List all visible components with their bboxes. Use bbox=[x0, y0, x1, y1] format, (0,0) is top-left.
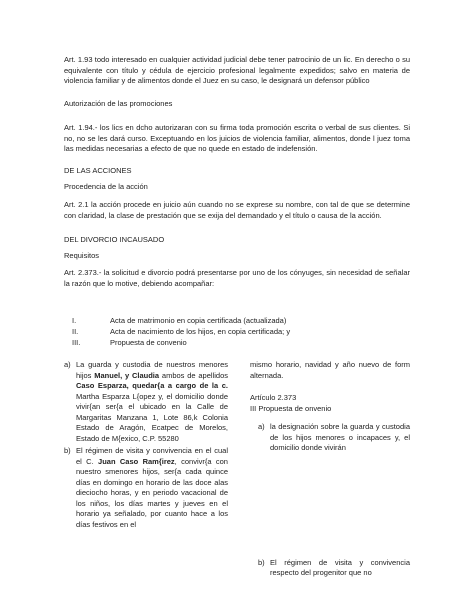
clause-b-visits bbox=[64, 446, 228, 530]
list-item-text: Acta de matrimonio en copia certificada (actualizada) bbox=[110, 316, 287, 325]
clause-marker: b) bbox=[64, 446, 71, 455]
paragraph-art-2-1: Art. 2.1 la acción procede en juicio aún cuando no se exprese su nombre, con tal de que se determine con claridad, la clase de prestación que se exija del demandado y el título o causa de la acción. bbox=[64, 200, 410, 220]
children-names: Manuel, y Claudia bbox=[94, 370, 160, 380]
clause-text-part: ambos de apellidos bbox=[159, 370, 228, 380]
paragraph-art-1-94: Art. 1.94.- los lics en dcho autorizaran con su firma toda promoción escrita o verbal de sus clientes. Si no, no se les dará curso. Exceptuando en los juicios de violencia familiar, alimentos, donde l juez toma las medidas necesarias a efecto de que no quede en estado de indefensión. bbox=[64, 123, 410, 153]
clause-marker: b) bbox=[258, 557, 265, 567]
requirements-list bbox=[72, 316, 402, 349]
clause-b-regimen bbox=[250, 558, 410, 579]
heading-procedencia-accion: Procedencia de la acción bbox=[64, 182, 148, 191]
propuesta-heading: III Propuesta de onvenio bbox=[250, 403, 332, 413]
paragraph-art-1-93: Art. 1.93 todo interesado en cualquier actividad judicial debe tener patrocinio de un lic. En derecho o su equivalente con título y cédula de ejercicio profesional legalmente expedidos; salvo en materia de violencia familiar y de alimentos donde el Juez en su caso, le designará un defensor público bbox=[64, 55, 410, 85]
list-item-number: I. bbox=[72, 316, 77, 325]
heading-autorizacion-promociones: Autorización de las promociones bbox=[64, 99, 173, 108]
paragraph-art-2-373: Art. 2.373.- la solicitud e divorcio podrá presentarse por uno de los cónyuges, sin necesidad de señalar la razón que lo motive, debiendo acompañar: bbox=[64, 268, 410, 288]
left-column bbox=[64, 360, 228, 532]
list-item-text: Acta de nacimiento de los hijos, en copia certificada; y bbox=[110, 327, 291, 336]
heading-de-las-acciones: DE LAS ACCIONES bbox=[64, 166, 132, 175]
heading-divorcio-incausado: DEL DIVORCIO INCAUSADO bbox=[64, 235, 165, 244]
article-reference: Artículo 2.373 bbox=[250, 393, 297, 402]
list-item bbox=[72, 338, 402, 349]
clause-marker: a) bbox=[64, 360, 71, 369]
list-item-number: II. bbox=[72, 327, 79, 336]
list-item bbox=[72, 327, 402, 338]
clause-marker: a) bbox=[258, 422, 265, 431]
custody-holder: Caso Esparza, quedar{a a cargo de la c. bbox=[76, 381, 228, 390]
clause-text-part: El régimen de visita y convivencia en el cual el C. bbox=[76, 446, 228, 466]
clause-text bbox=[76, 446, 228, 530]
continued-text: mismo horario, navidad y año nuevo de form alternada. bbox=[250, 360, 410, 380]
clause-text-part: Martha Esparza L{opez y, el domicilio donde vivir{an ser{a el ubicado en la Calle de Margaritas Manzana 1, Lote 86,k Colonia Estado de Aragón, Ecatpec de Morelos, Estado de M{exico, C.P. 55280 bbox=[76, 391, 228, 443]
clause-text bbox=[76, 360, 228, 444]
clause-a-designation bbox=[250, 422, 410, 454]
clause-text: la designación sobre la guarda y custodia de los hijos menores o incapaces y, el domicilio donde vivirán bbox=[270, 422, 410, 452]
clause-text: El régimen de visita y convivencia respecto del progenitor que no bbox=[270, 557, 410, 577]
father-name: Juan Caso Ram{irez bbox=[98, 456, 175, 466]
list-item bbox=[72, 316, 402, 327]
heading-requisitos: Requisitos bbox=[64, 251, 100, 260]
clause-text-part: , convivr{a con nuestro smenores hijos, ser{a cada quince días en domingo en horario de las doce alas dieciocho horas, y en periodo vacacional de los niños, los días martes y jueves en el horario ya señalado, por cuanto hace a los días festivos en el bbox=[76, 456, 228, 529]
clause-text-part: La guarda y custodia de nuestros menores hijos bbox=[76, 360, 228, 380]
right-column bbox=[250, 360, 410, 581]
clause-a-custody bbox=[64, 360, 228, 444]
list-item-number: III. bbox=[72, 338, 81, 347]
list-item-text: Propuesta de convenio bbox=[110, 338, 187, 347]
